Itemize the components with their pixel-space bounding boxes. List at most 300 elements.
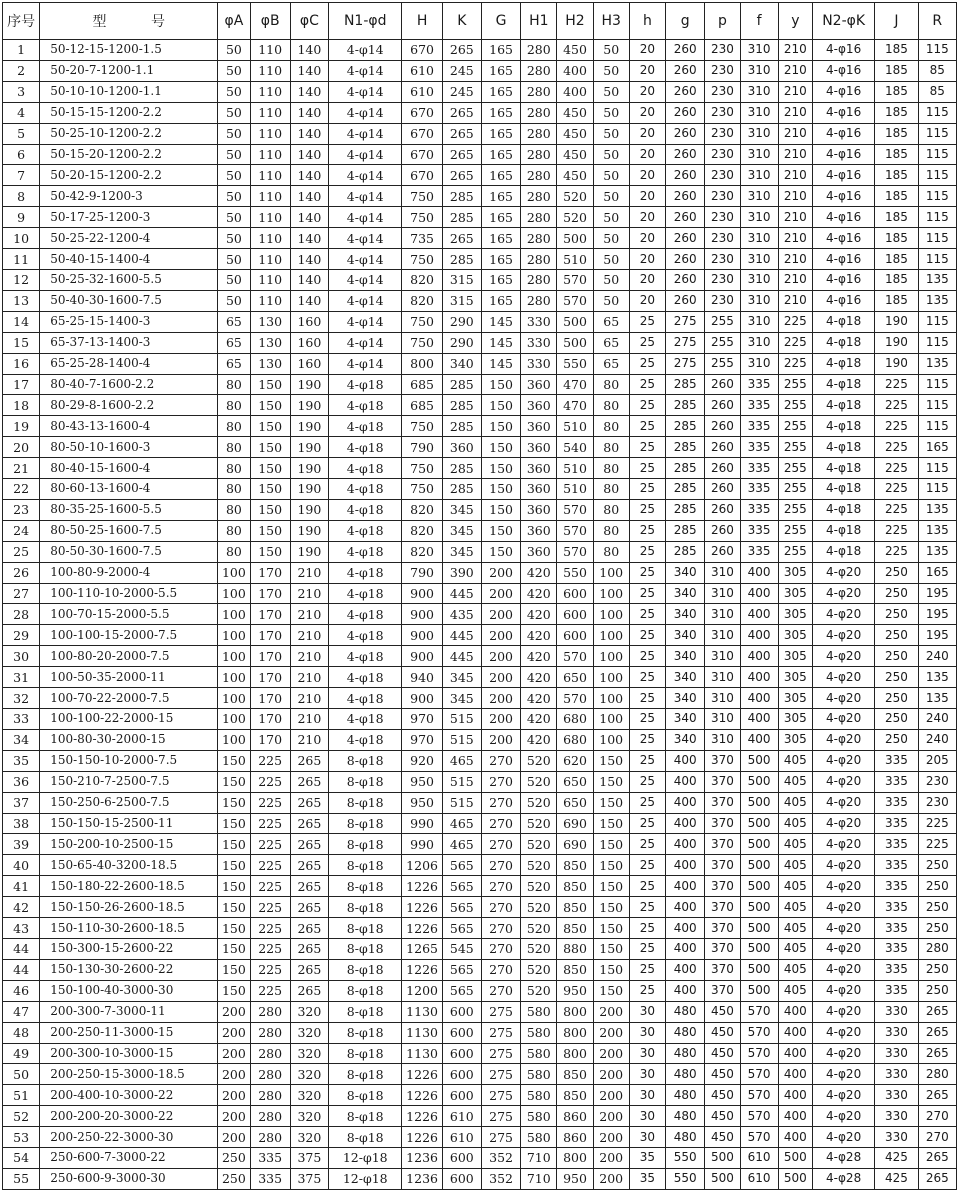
cell-c: 190	[290, 541, 328, 562]
cell-k: 315	[442, 269, 481, 290]
cell-h: 1226	[402, 918, 442, 939]
cell-h2: 500	[557, 228, 593, 249]
cell-c: 265	[290, 855, 328, 876]
cell-h2: 850	[557, 918, 593, 939]
cell-n2k: 4-φ20	[812, 897, 874, 918]
cell-b: 110	[250, 249, 290, 270]
cell-j: 330	[875, 1064, 918, 1085]
cell-g-upper: 150	[481, 437, 520, 458]
cell-h2: 510	[557, 416, 593, 437]
cell-k: 565	[442, 897, 481, 918]
cell-p: 230	[705, 60, 740, 81]
cell-h2: 550	[557, 353, 593, 374]
cell-a: 80	[218, 479, 250, 500]
cell-y: 305	[778, 667, 812, 688]
cell-p: 255	[705, 311, 740, 332]
cell-h1: 280	[521, 60, 557, 81]
cell-a: 150	[218, 834, 250, 855]
cell-h: 1226	[402, 876, 442, 897]
cell-h-lower: 25	[629, 729, 665, 750]
table-row	[3, 520, 957, 541]
cell-c: 320	[290, 1022, 328, 1043]
cell-a: 100	[218, 604, 250, 625]
cell-h1: 580	[521, 1127, 557, 1148]
cell-p: 260	[705, 395, 740, 416]
cell-j: 250	[875, 709, 918, 730]
cell-j: 185	[875, 144, 918, 165]
cell-n2k: 4-φ16	[812, 228, 874, 249]
cell-j: 330	[875, 1085, 918, 1106]
table-row	[3, 834, 957, 855]
cell-j: 335	[875, 813, 918, 834]
cell-model: 150-130-30-2600-22	[40, 959, 218, 980]
cell-model: 150-65-40-3200-18.5	[40, 855, 218, 876]
cell-g-upper: 200	[481, 625, 520, 646]
cell-g-upper: 270	[481, 855, 520, 876]
cell-h3: 50	[593, 40, 629, 61]
cell-p: 500	[705, 1148, 740, 1169]
cell-j: 335	[875, 938, 918, 959]
cell-h3: 80	[593, 416, 629, 437]
cell-h1: 420	[521, 562, 557, 583]
cell-model: 100-100-22-2000-15	[40, 709, 218, 730]
cell-model: 150-150-10-2000-7.5	[40, 750, 218, 771]
cell-n1d: 4-φ14	[329, 81, 402, 102]
cell-c: 265	[290, 771, 328, 792]
cell-j: 225	[875, 437, 918, 458]
cell-n2k: 4-φ20	[812, 562, 874, 583]
cell-h1: 280	[521, 102, 557, 123]
table-row	[3, 583, 957, 604]
cell-c: 210	[290, 604, 328, 625]
cell-g-lower: 400	[666, 834, 705, 855]
cell-b: 280	[250, 1085, 290, 1106]
cell-y: 405	[778, 938, 812, 959]
cell-j: 225	[875, 458, 918, 479]
cell-h1: 420	[521, 667, 557, 688]
cell-j: 250	[875, 562, 918, 583]
cell-j: 425	[875, 1168, 918, 1189]
cell-r: 230	[918, 771, 956, 792]
cell-h-lower: 30	[629, 1043, 665, 1064]
cell-n2k: 4-φ20	[812, 688, 874, 709]
cell-j: 185	[875, 81, 918, 102]
cell-a: 150	[218, 750, 250, 771]
cell-c: 140	[290, 40, 328, 61]
cell-no: 8	[3, 186, 40, 207]
cell-n2k: 4-φ20	[812, 918, 874, 939]
cell-h: 940	[402, 667, 442, 688]
cell-c: 265	[290, 918, 328, 939]
cell-b: 225	[250, 792, 290, 813]
table-row	[3, 479, 957, 500]
cell-h2: 570	[557, 269, 593, 290]
cell-h-lower: 25	[629, 897, 665, 918]
cell-b: 280	[250, 1127, 290, 1148]
cell-h3: 200	[593, 1043, 629, 1064]
cell-j: 185	[875, 290, 918, 311]
cell-a: 80	[218, 541, 250, 562]
cell-h3: 50	[593, 81, 629, 102]
cell-h1: 420	[521, 604, 557, 625]
cell-n2k: 4-φ18	[812, 458, 874, 479]
cell-h: 900	[402, 604, 442, 625]
cell-y: 210	[778, 123, 812, 144]
cell-c: 210	[290, 583, 328, 604]
cell-c: 140	[290, 165, 328, 186]
cell-h-lower: 20	[629, 81, 665, 102]
cell-b: 130	[250, 332, 290, 353]
cell-b: 225	[250, 813, 290, 834]
cell-a: 50	[218, 144, 250, 165]
cell-model: 50-15-15-1200-2.2	[40, 102, 218, 123]
cell-b: 225	[250, 897, 290, 918]
cell-p: 450	[705, 1106, 740, 1127]
cell-f: 400	[740, 562, 778, 583]
cell-j: 225	[875, 520, 918, 541]
cell-n1d: 4-φ18	[329, 625, 402, 646]
cell-no: 14	[3, 311, 40, 332]
cell-k: 345	[442, 541, 481, 562]
cell-y: 255	[778, 499, 812, 520]
cell-g-upper: 150	[481, 458, 520, 479]
cell-no: 27	[3, 583, 40, 604]
cell-b: 150	[250, 520, 290, 541]
cell-p: 230	[705, 102, 740, 123]
cell-no: 20	[3, 437, 40, 458]
cell-c: 140	[290, 269, 328, 290]
cell-a: 80	[218, 416, 250, 437]
cell-n1d: 4-φ18	[329, 709, 402, 730]
cell-a: 100	[218, 667, 250, 688]
cell-j: 330	[875, 1106, 918, 1127]
cell-y: 305	[778, 562, 812, 583]
cell-h1: 280	[521, 40, 557, 61]
cell-g-upper: 275	[481, 1127, 520, 1148]
cell-j: 225	[875, 395, 918, 416]
cell-model: 50-25-22-1200-4	[40, 228, 218, 249]
cell-y: 305	[778, 604, 812, 625]
cell-n1d: 8-φ18	[329, 1001, 402, 1022]
cell-h-lower: 25	[629, 374, 665, 395]
cell-b: 150	[250, 499, 290, 520]
cell-n1d: 8-φ18	[329, 834, 402, 855]
cell-a: 50	[218, 102, 250, 123]
cell-p: 230	[705, 123, 740, 144]
cell-y: 225	[778, 353, 812, 374]
cell-n2k: 4-φ16	[812, 144, 874, 165]
cell-h3: 100	[593, 583, 629, 604]
cell-h2: 880	[557, 938, 593, 959]
cell-g-upper: 165	[481, 290, 520, 311]
cell-g-upper: 150	[481, 520, 520, 541]
cell-r: 115	[918, 123, 956, 144]
cell-g-upper: 200	[481, 729, 520, 750]
cell-no: 32	[3, 688, 40, 709]
cell-g-lower: 550	[666, 1148, 705, 1169]
cell-g-lower: 285	[666, 479, 705, 500]
cell-h1: 580	[521, 1064, 557, 1085]
cell-h-lower: 25	[629, 583, 665, 604]
cell-c: 190	[290, 499, 328, 520]
cell-h3: 65	[593, 332, 629, 353]
cell-n2k: 4-φ18	[812, 416, 874, 437]
cell-g-lower: 285	[666, 541, 705, 562]
cell-model: 80-40-7-1600-2.2	[40, 374, 218, 395]
cell-model: 50-40-15-1400-4	[40, 249, 218, 270]
cell-h3: 50	[593, 228, 629, 249]
cell-a: 65	[218, 311, 250, 332]
cell-a: 50	[218, 228, 250, 249]
cell-r: 265	[918, 1168, 956, 1189]
cell-p: 260	[705, 479, 740, 500]
cell-a: 80	[218, 374, 250, 395]
header-h: H	[402, 3, 442, 40]
cell-h3: 200	[593, 1085, 629, 1106]
cell-k: 600	[442, 1064, 481, 1085]
cell-h3: 150	[593, 855, 629, 876]
cell-h-lower: 20	[629, 249, 665, 270]
cell-h: 820	[402, 290, 442, 311]
cell-g-lower: 340	[666, 646, 705, 667]
cell-b: 335	[250, 1168, 290, 1189]
cell-h-lower: 20	[629, 207, 665, 228]
cell-n1d: 4-φ14	[329, 269, 402, 290]
cell-g-lower: 400	[666, 750, 705, 771]
cell-no: 6	[3, 144, 40, 165]
cell-g-upper: 200	[481, 562, 520, 583]
cell-c: 140	[290, 186, 328, 207]
cell-h2: 800	[557, 1043, 593, 1064]
table-row	[3, 228, 957, 249]
cell-h3: 200	[593, 1127, 629, 1148]
table-row	[3, 938, 957, 959]
cell-n2k: 4-φ20	[812, 1022, 874, 1043]
cell-k: 465	[442, 750, 481, 771]
cell-k: 610	[442, 1106, 481, 1127]
cell-h-lower: 25	[629, 499, 665, 520]
cell-b: 110	[250, 186, 290, 207]
table-row	[3, 959, 957, 980]
cell-n1d: 8-φ18	[329, 1022, 402, 1043]
cell-n1d: 4-φ18	[329, 646, 402, 667]
cell-r: 115	[918, 165, 956, 186]
cell-n2k: 4-φ16	[812, 207, 874, 228]
cell-y: 405	[778, 813, 812, 834]
cell-f: 310	[740, 249, 778, 270]
cell-h2: 860	[557, 1106, 593, 1127]
cell-j: 250	[875, 583, 918, 604]
cell-p: 370	[705, 959, 740, 980]
cell-g-upper: 165	[481, 40, 520, 61]
cell-f: 570	[740, 1127, 778, 1148]
cell-h3: 100	[593, 709, 629, 730]
cell-f: 335	[740, 416, 778, 437]
cell-h2: 510	[557, 458, 593, 479]
cell-h: 820	[402, 520, 442, 541]
cell-r: 250	[918, 855, 956, 876]
cell-h1: 360	[521, 416, 557, 437]
cell-f: 400	[740, 688, 778, 709]
cell-model: 80-60-13-1600-4	[40, 479, 218, 500]
cell-h3: 150	[593, 813, 629, 834]
cell-no: 4	[3, 102, 40, 123]
cell-y: 255	[778, 458, 812, 479]
cell-g-upper: 200	[481, 646, 520, 667]
cell-y: 500	[778, 1148, 812, 1169]
cell-p: 500	[705, 1168, 740, 1189]
cell-r: 280	[918, 938, 956, 959]
cell-b: 110	[250, 269, 290, 290]
cell-b: 130	[250, 311, 290, 332]
cell-g-upper: 145	[481, 311, 520, 332]
cell-h: 990	[402, 813, 442, 834]
cell-k: 565	[442, 876, 481, 897]
cell-h1: 520	[521, 813, 557, 834]
cell-model: 80-40-15-1600-4	[40, 458, 218, 479]
cell-h: 1265	[402, 938, 442, 959]
cell-y: 400	[778, 1085, 812, 1106]
table-body	[3, 40, 957, 1190]
cell-g-upper: 275	[481, 1106, 520, 1127]
cell-p: 310	[705, 709, 740, 730]
cell-a: 50	[218, 207, 250, 228]
cell-h2: 680	[557, 709, 593, 730]
cell-j: 185	[875, 186, 918, 207]
table-row	[3, 290, 957, 311]
cell-k: 515	[442, 709, 481, 730]
cell-no: 50	[3, 1064, 40, 1085]
cell-h-lower: 25	[629, 855, 665, 876]
cell-h-lower: 25	[629, 980, 665, 1001]
cell-p: 255	[705, 353, 740, 374]
header-y: y	[778, 3, 812, 40]
cell-h-lower: 30	[629, 1127, 665, 1148]
cell-h-lower: 30	[629, 1085, 665, 1106]
cell-h1: 280	[521, 290, 557, 311]
cell-h1: 520	[521, 771, 557, 792]
cell-model: 250-600-7-3000-22	[40, 1148, 218, 1169]
cell-no: 10	[3, 228, 40, 249]
cell-j: 330	[875, 1022, 918, 1043]
table-row	[3, 918, 957, 939]
cell-p: 260	[705, 458, 740, 479]
cell-h-lower: 20	[629, 40, 665, 61]
cell-n1d: 4-φ14	[329, 165, 402, 186]
cell-g-lower: 260	[666, 40, 705, 61]
cell-c: 140	[290, 290, 328, 311]
cell-g-lower: 340	[666, 583, 705, 604]
cell-h2: 850	[557, 1085, 593, 1106]
cell-r: 135	[918, 667, 956, 688]
cell-g-upper: 165	[481, 249, 520, 270]
cell-p: 310	[705, 646, 740, 667]
cell-model: 100-80-9-2000-4	[40, 562, 218, 583]
cell-h-lower: 25	[629, 541, 665, 562]
cell-no: 18	[3, 395, 40, 416]
cell-b: 110	[250, 81, 290, 102]
cell-n2k: 4-φ16	[812, 269, 874, 290]
cell-c: 140	[290, 60, 328, 81]
table-row	[3, 40, 957, 61]
cell-h1: 580	[521, 1001, 557, 1022]
cell-a: 150	[218, 918, 250, 939]
cell-k: 265	[442, 165, 481, 186]
cell-h2: 860	[557, 1127, 593, 1148]
cell-model: 150-150-15-2500-11	[40, 813, 218, 834]
cell-no: 11	[3, 249, 40, 270]
cell-y: 400	[778, 1022, 812, 1043]
cell-model: 65-25-15-1400-3	[40, 311, 218, 332]
table-row	[3, 249, 957, 270]
cell-n2k: 4-φ18	[812, 332, 874, 353]
cell-h3: 200	[593, 1001, 629, 1022]
cell-j: 190	[875, 311, 918, 332]
cell-h3: 50	[593, 60, 629, 81]
cell-model: 50-20-15-1200-2.2	[40, 165, 218, 186]
cell-p: 450	[705, 1001, 740, 1022]
cell-h3: 100	[593, 688, 629, 709]
table-row	[3, 437, 957, 458]
cell-k: 445	[442, 646, 481, 667]
cell-h2: 800	[557, 1148, 593, 1169]
cell-h-lower: 20	[629, 144, 665, 165]
cell-no: 52	[3, 1106, 40, 1127]
cell-r: 230	[918, 792, 956, 813]
table-row	[3, 709, 957, 730]
cell-h-lower: 25	[629, 437, 665, 458]
cell-g-upper: 165	[481, 144, 520, 165]
cell-p: 370	[705, 876, 740, 897]
cell-y: 225	[778, 332, 812, 353]
cell-h: 685	[402, 395, 442, 416]
cell-r: 135	[918, 541, 956, 562]
cell-h1: 280	[521, 165, 557, 186]
cell-g-lower: 340	[666, 667, 705, 688]
cell-model: 200-250-11-3000-15	[40, 1022, 218, 1043]
cell-p: 260	[705, 416, 740, 437]
cell-n2k: 4-φ20	[812, 813, 874, 834]
cell-model: 100-70-22-2000-7.5	[40, 688, 218, 709]
cell-f: 335	[740, 437, 778, 458]
cell-h: 610	[402, 81, 442, 102]
cell-g-lower: 260	[666, 290, 705, 311]
cell-f: 335	[740, 479, 778, 500]
cell-r: 135	[918, 688, 956, 709]
cell-g-upper: 150	[481, 479, 520, 500]
cell-a: 200	[218, 1106, 250, 1127]
cell-b: 225	[250, 750, 290, 771]
cell-a: 80	[218, 499, 250, 520]
cell-j: 185	[875, 228, 918, 249]
cell-c: 160	[290, 311, 328, 332]
cell-a: 100	[218, 709, 250, 730]
cell-b: 110	[250, 207, 290, 228]
cell-n1d: 8-φ18	[329, 1085, 402, 1106]
cell-n2k: 4-φ20	[812, 1106, 874, 1127]
cell-n2k: 4-φ20	[812, 938, 874, 959]
cell-j: 335	[875, 834, 918, 855]
cell-k: 315	[442, 290, 481, 311]
cell-k: 245	[442, 81, 481, 102]
cell-h2: 450	[557, 102, 593, 123]
cell-y: 210	[778, 249, 812, 270]
cell-b: 130	[250, 353, 290, 374]
cell-h1: 520	[521, 834, 557, 855]
cell-b: 150	[250, 395, 290, 416]
cell-f: 310	[740, 290, 778, 311]
cell-f: 310	[740, 332, 778, 353]
